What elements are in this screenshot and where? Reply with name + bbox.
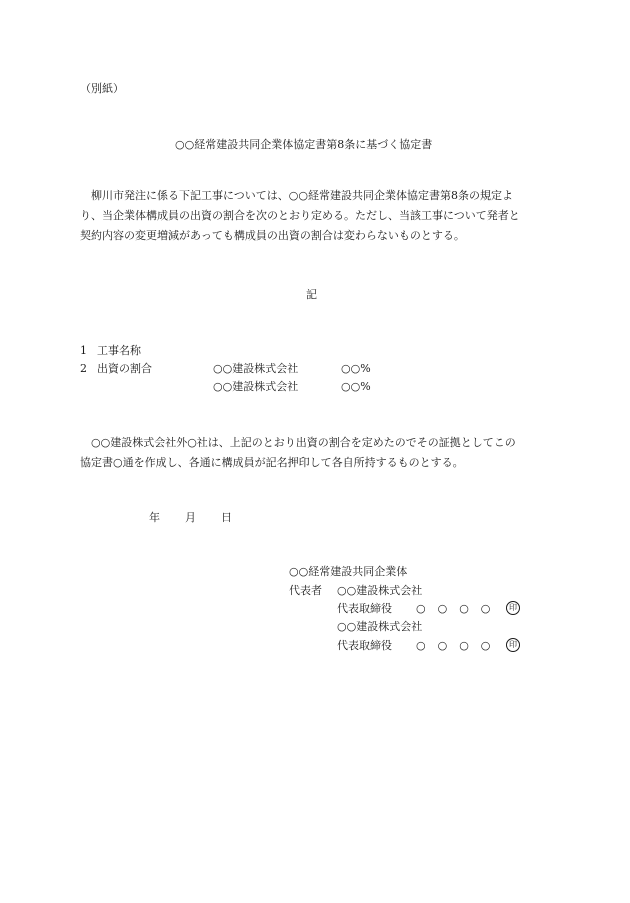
signature-title1: 代表取締役 [337, 602, 392, 615]
representative-label: 代表者 [289, 584, 322, 597]
document-title: ○○経常建設共同企業体協定書第8条に基づく協定書 [175, 138, 433, 151]
jv-name: ○○経常建設共同企業体 [289, 565, 408, 578]
signature-company1: ○○建設株式会社 [337, 584, 423, 597]
date-year: 年 [149, 511, 160, 524]
item1-number: 1 [80, 344, 87, 357]
closing-paragraph [80, 433, 552, 473]
seal-icon: 印 [506, 601, 520, 615]
intro-line-2: り、当企業体構成員の出資の割合を次のとおり定める。ただし、当該工事について発者と [80, 209, 520, 222]
intro-line-1: 柳川市発注に係る下記工事については、○○経常建設共同企業体協定書第8条の規定よ [91, 189, 513, 202]
attachment-label: （別紙） [80, 82, 124, 95]
signature-name2: ○ ○ ○ ○ [416, 639, 491, 652]
company1-ratio: ○○% [341, 362, 371, 375]
intro-paragraph [80, 186, 552, 246]
item1-label: 工事名称 [97, 344, 141, 357]
date-month: 月 [185, 511, 196, 524]
company2-ratio: ○○% [341, 380, 371, 393]
closing-line-2: 協定書○通を作成し、各通に構成員が記名押印して各自所持するものとする。 [80, 456, 464, 469]
ki-heading: 記 [306, 288, 317, 301]
closing-line-1: ○○建設株式会社外○社は、上記のとおり出資の割合を定めたのでその証拠としてこの [91, 436, 516, 449]
item2-label: 出資の割合 [97, 362, 152, 375]
company1-name: ○○建設株式会社 [213, 362, 299, 375]
signature-name1: ○ ○ ○ ○ [416, 602, 491, 615]
signature-title2: 代表取締役 [337, 639, 392, 652]
seal-icon: 印 [506, 638, 520, 652]
item2-number: 2 [80, 362, 87, 375]
intro-line-3: 契約内容の変更増減があっても構成員の出資の割合は変わらないものとする。 [80, 229, 465, 242]
company2-name: ○○建設株式会社 [213, 380, 299, 393]
signature-company2: ○○建設株式会社 [337, 620, 423, 633]
date-day: 日 [221, 511, 232, 524]
